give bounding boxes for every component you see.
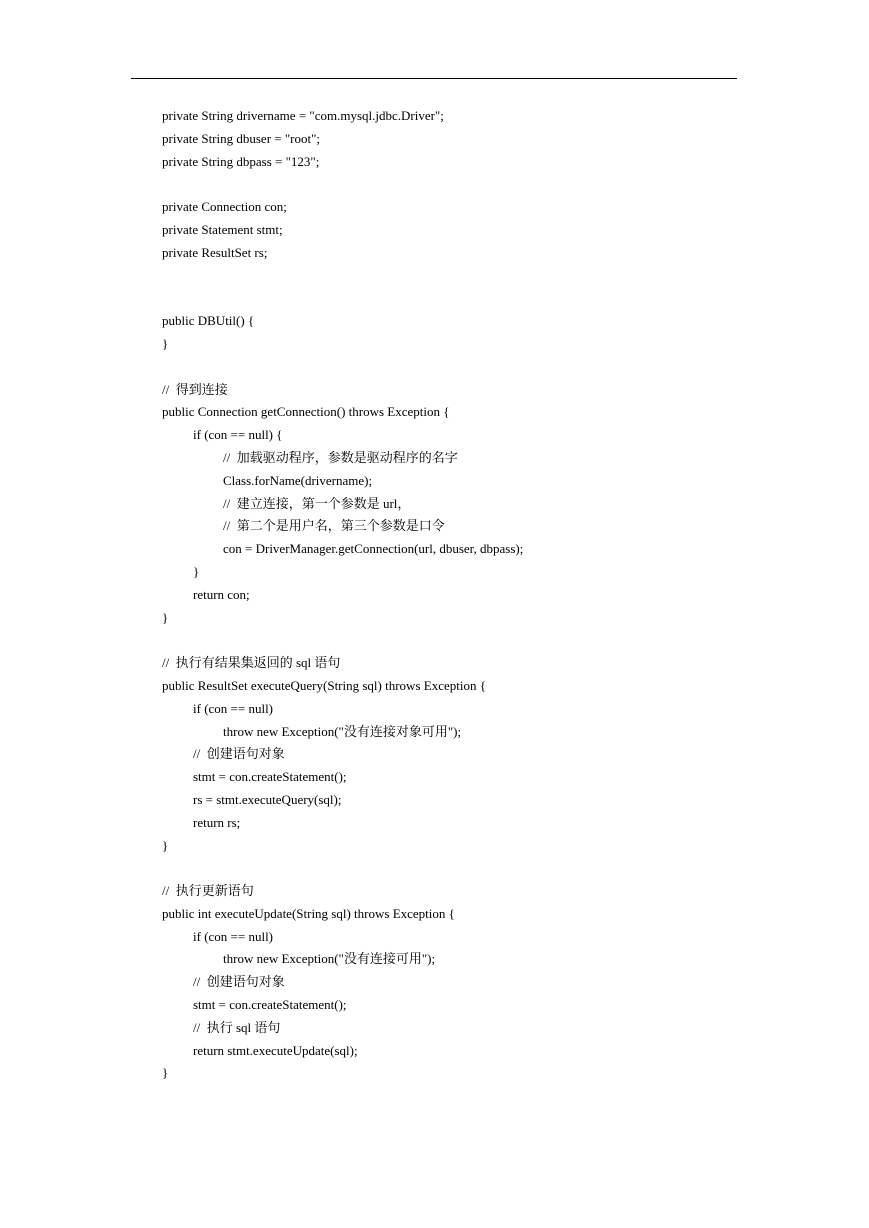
code-line: rs = stmt.executeQuery(sql); bbox=[193, 791, 342, 807]
code-line: private Statement stmt; bbox=[162, 221, 283, 237]
code-line: stmt = con.createStatement(); bbox=[193, 997, 347, 1013]
code-line: private String dbpass = "123"; bbox=[162, 153, 320, 169]
code-line: // 执行 sql 语句 bbox=[193, 1019, 281, 1035]
code-line: if (con == null) bbox=[193, 700, 274, 716]
code-line: } bbox=[162, 1065, 169, 1081]
code-line: // 创建语句对象 bbox=[193, 746, 285, 762]
code-line: if (con == null) { bbox=[193, 427, 283, 443]
code-line: public int executeUpdate(String sql) throws Exception { bbox=[162, 905, 455, 921]
code-line: if (con == null) bbox=[193, 928, 274, 944]
code-line: public Connection getConnection() throws Exception { bbox=[162, 404, 450, 420]
code-line: public ResultSet executeQuery(String sql) throws Exception { bbox=[162, 677, 486, 693]
code-line: // 执行更新语句 bbox=[162, 883, 254, 899]
code-line: private Connection con; bbox=[162, 199, 287, 215]
code-line: } bbox=[193, 563, 200, 579]
code-line bbox=[162, 857, 737, 880]
code-line bbox=[162, 356, 737, 379]
code-line: public DBUtil() { bbox=[162, 313, 255, 329]
code-line: } bbox=[162, 837, 169, 853]
code-line: return con; bbox=[193, 586, 250, 602]
code-line: } bbox=[162, 609, 169, 625]
code-line bbox=[162, 629, 737, 652]
code-line: con = DriverManager.getConnection(url, dbuser, dbpass); bbox=[223, 541, 524, 557]
code-line: return stmt.executeUpdate(sql); bbox=[193, 1042, 358, 1058]
code-line: // 创建语句对象 bbox=[193, 974, 285, 990]
code-line bbox=[162, 287, 737, 310]
code-line: private ResultSet rs; bbox=[162, 244, 268, 260]
code-line: // 建立连接，第一个参数是 url， bbox=[223, 495, 411, 511]
code-line: // 执行有结果集返回的 sql 语句 bbox=[162, 655, 341, 671]
code-line: throw new Exception("没有连接对象可用"); bbox=[223, 723, 462, 739]
code-line: return rs; bbox=[193, 814, 241, 830]
code-line: private String drivername = "com.mysql.jdbc.Driver"; bbox=[162, 108, 444, 123]
code-line: // 加载驱动程序，参数是驱动程序的名字 bbox=[223, 449, 458, 465]
code-line: Class.forName(drivername); bbox=[223, 472, 373, 488]
code-block bbox=[162, 105, 737, 1085]
header-rule bbox=[131, 78, 737, 79]
code-line: // 第二个是用户名，第三个参数是口令 bbox=[223, 518, 445, 534]
code-line: // 得到连接 bbox=[162, 381, 228, 397]
code-line: stmt = con.createStatement(); bbox=[193, 769, 347, 785]
code-line bbox=[162, 173, 737, 196]
code-line: private String dbuser = "root"; bbox=[162, 130, 321, 146]
code-line: throw new Exception("没有连接可用"); bbox=[223, 951, 436, 967]
code-line: } bbox=[162, 335, 169, 351]
code-line bbox=[162, 265, 737, 288]
